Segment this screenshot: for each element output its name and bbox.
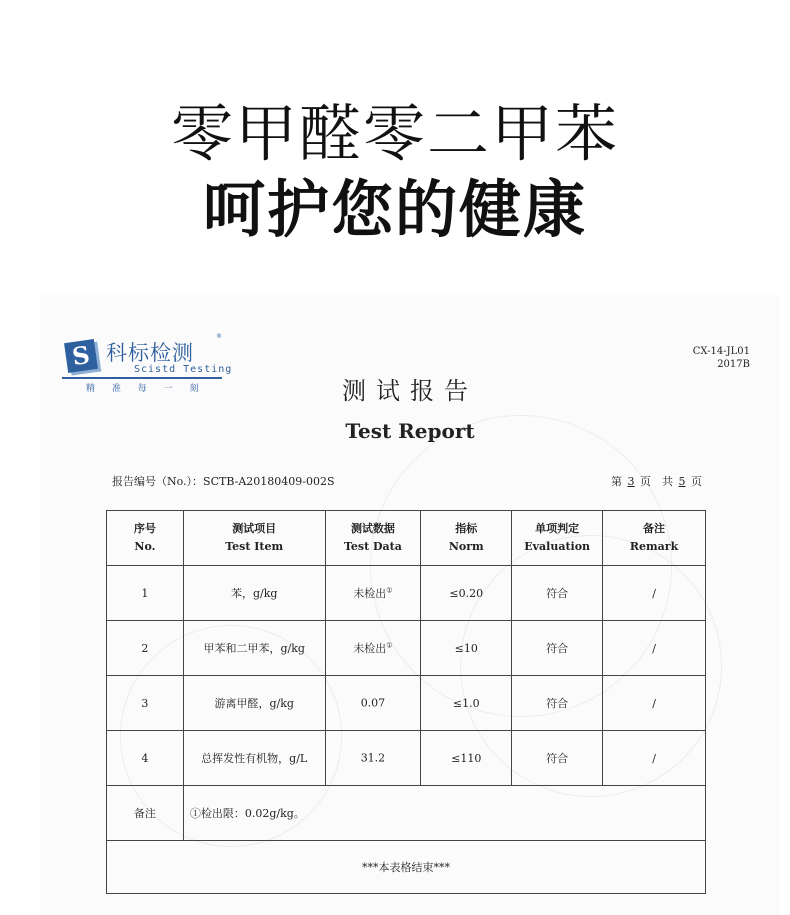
logo-name-cn: 科标检测 xyxy=(106,341,194,365)
cell-data: 31.2 xyxy=(325,731,421,786)
cell-evaluation: 符合 xyxy=(512,676,603,731)
header-evaluation: 单项判定 Evaluation xyxy=(512,511,603,566)
cell-norm: ≤10 xyxy=(421,621,512,676)
table-row xyxy=(107,621,706,676)
cell-item: 苯，g/kg xyxy=(183,566,325,621)
document-code-line-2: 2017B xyxy=(717,359,750,370)
table-end-text: ***本表格结束*** xyxy=(107,841,706,894)
page-suffix: 页 xyxy=(691,475,702,488)
page-current: 3 xyxy=(627,475,635,488)
cell-no: 2 xyxy=(107,621,184,676)
cell-remark: / xyxy=(603,621,706,676)
test-report-document xyxy=(40,295,780,915)
cell-remark: / xyxy=(603,731,706,786)
page-total: 5 xyxy=(678,475,686,488)
header-remark: 备注 Remark xyxy=(603,511,706,566)
document-code-line-1: CX-14-JL01 xyxy=(692,346,750,357)
header-no: 序号 No. xyxy=(107,511,184,566)
cell-remark: / xyxy=(603,566,706,621)
cell-norm: ≤1.0 xyxy=(421,676,512,731)
report-title-cn: 测试报告 xyxy=(342,377,478,405)
logo-name-en: Scistd Testing xyxy=(134,364,233,375)
document-code xyxy=(693,345,750,371)
page-mid: 页 共 xyxy=(640,475,673,488)
cell-no: 1 xyxy=(107,566,184,621)
cell-norm: ≤110 xyxy=(421,731,512,786)
cell-evaluation: 符合 xyxy=(512,621,603,676)
cell-data: 未检出① xyxy=(325,621,421,676)
report-number: 报告编号（No.）：SCTB-A20180409-002S xyxy=(112,475,335,488)
cell-no: 4 xyxy=(107,731,184,786)
table-remark-row xyxy=(107,786,706,841)
cell-item: 总挥发性有机物，g/L xyxy=(183,731,325,786)
headline-line-1: 零甲醛零二甲苯 xyxy=(170,97,619,170)
headline-line-2: 呵护您的健康 xyxy=(202,173,587,246)
cell-evaluation: 符合 xyxy=(512,731,603,786)
cell-item: 甲苯和二甲苯，g/kg xyxy=(183,621,325,676)
table-row xyxy=(107,731,706,786)
cell-remark: / xyxy=(603,676,706,731)
cell-item: 游离甲醛，g/kg xyxy=(183,676,325,731)
header-test-item: 测试项目 Test Item xyxy=(183,511,325,566)
page-indicator xyxy=(611,473,702,489)
logo-slogan: 精 准 每 一 刻 xyxy=(86,384,199,394)
registered-mark: ® xyxy=(216,333,222,340)
remark-label: 备注 xyxy=(107,786,184,841)
remark-text: ①检出限：0.02g/kg。 xyxy=(183,786,705,841)
cell-data: 未检出① xyxy=(325,566,421,621)
cell-no: 3 xyxy=(107,676,184,731)
header-norm: 指标 Norm xyxy=(421,511,512,566)
table-header-row xyxy=(107,511,706,566)
cell-norm: ≤0.20 xyxy=(421,566,512,621)
test-results-table xyxy=(106,510,706,894)
table-end-row xyxy=(107,841,706,894)
header-test-data: 测试数据 Test Data xyxy=(325,511,421,566)
logo-s-icon: S xyxy=(64,339,98,373)
cell-data: 0.07 xyxy=(325,676,421,731)
table-row xyxy=(107,676,706,731)
table-row xyxy=(107,566,706,621)
page-prefix: 第 xyxy=(611,475,622,488)
report-title-en: Test Report xyxy=(345,419,475,443)
cell-evaluation: 符合 xyxy=(512,566,603,621)
